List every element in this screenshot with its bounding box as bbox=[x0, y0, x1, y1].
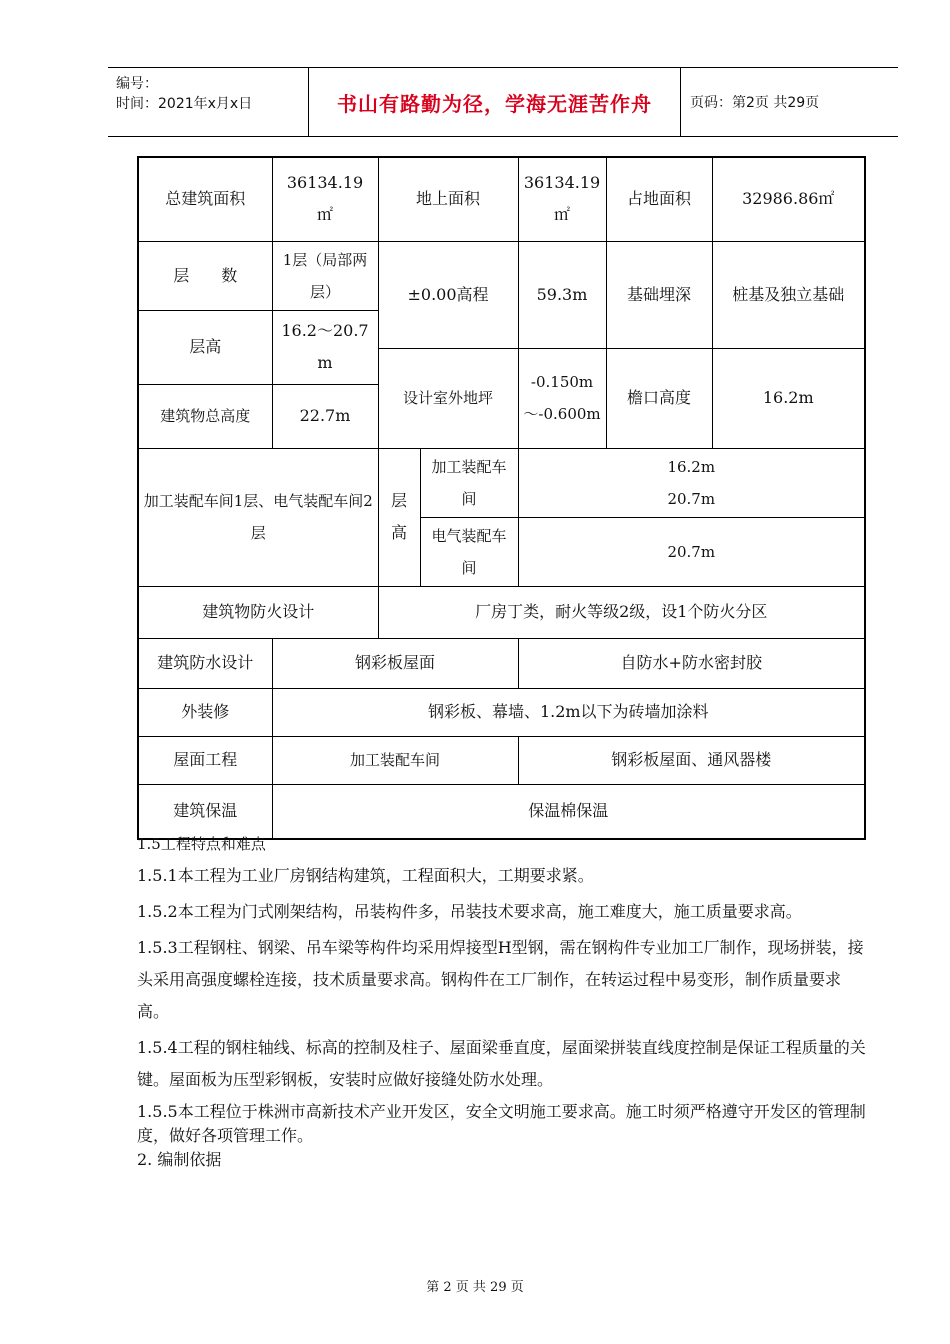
next-heading: 2. 编制依据 bbox=[137, 1150, 222, 1169]
total-area-value: 36134.19 ㎡ bbox=[272, 157, 378, 241]
workshop-a-heights bbox=[518, 448, 865, 517]
document-number: 编号： bbox=[116, 76, 158, 92]
workshop-description: 加工装配车间1层、电气装配车间2层 bbox=[138, 448, 378, 586]
paragraph-1-5-3: 1.5.3工程钢柱、钢梁、吊车梁等构件均采用焊接型H型钢，需在钢构件专业加工厂制作，现场拼装，接头采用高强度螺栓连接，技术质量要求高。钢构件在工厂制作，在转运过程中易变形，制作质量要求高。 bbox=[137, 938, 864, 1021]
waterproof-label: 建筑防水设计 bbox=[138, 638, 272, 688]
roof-area: 加工装配车间 bbox=[272, 736, 518, 784]
header-page-number: 页码：第2页 共29页 bbox=[690, 95, 820, 111]
outdoor-grade-value: -0.150m～-0.600m bbox=[518, 348, 606, 448]
total-height-label: 建筑物总高度 bbox=[138, 384, 272, 448]
workshop-a-height-1: 16.2m bbox=[667, 457, 716, 476]
fire-design-value: 厂房丁类，耐火等级2级，设1个防火分区 bbox=[378, 586, 865, 638]
insulation-label: 建筑保温 bbox=[138, 784, 272, 839]
workshop-a-label: 加工装配车间 bbox=[420, 448, 518, 517]
eave-height-value: 16.2m bbox=[712, 348, 865, 448]
above-ground-area-value: 36134.19 ㎡ bbox=[518, 157, 606, 241]
roof-value: 钢彩板屋面、通风器楼 bbox=[518, 736, 865, 784]
paragraph-1-5-1: 1.5.1本工程为工业厂房钢结构建筑，工程面积大，工期要求紧。 bbox=[137, 866, 594, 885]
facade-label: 外装修 bbox=[138, 688, 272, 736]
waterproof-value: 自防水+防水密封胶 bbox=[518, 638, 865, 688]
elevation-value: 59.3m bbox=[518, 241, 606, 348]
fire-design-label: 建筑物防火设计 bbox=[138, 586, 378, 638]
section-body bbox=[137, 832, 867, 1172]
building-spec-table bbox=[137, 156, 866, 840]
page-header bbox=[108, 67, 898, 137]
roof-label: 屋面工程 bbox=[138, 736, 272, 784]
floor-height-label: 层高 bbox=[138, 310, 272, 384]
elevation-label: ±0.00高程 bbox=[378, 241, 518, 348]
header-motto: 书山有路勤为径，学海无涯苦作舟 bbox=[337, 91, 652, 116]
workshop-a-height-2: 20.7m bbox=[667, 489, 716, 508]
insulation-value: 保温棉保温 bbox=[272, 784, 865, 839]
facade-value: 钢彩板、幕墙、1.2m以下为砖墙加涂料 bbox=[272, 688, 865, 736]
page-footer: 第 2 页 共 29 页 bbox=[426, 1280, 524, 1295]
floors-label: 层 数 bbox=[138, 241, 272, 310]
paragraph-1-5-2: 1.5.2本工程为门式刚架结构，吊装构件多，吊装技术要求高，施工难度大，施工质量要求高。 bbox=[137, 902, 802, 921]
workshop-b-label: 电气装配车间 bbox=[420, 517, 518, 586]
foundation-value: 桩基及独立基础 bbox=[712, 241, 865, 348]
site-area-value: 32986.86㎡ bbox=[712, 157, 865, 241]
total-area-label: 总建筑面积 bbox=[138, 157, 272, 241]
section-title: 1.5工程特点和难点 bbox=[137, 835, 266, 853]
foundation-depth-label: 基础埋深 bbox=[606, 241, 712, 348]
above-ground-area-label: 地上面积 bbox=[378, 157, 518, 241]
site-area-label: 占地面积 bbox=[606, 157, 712, 241]
paragraph-1-5-5: 1.5.5本工程位于株洲市高新技术产业开发区，安全文明施工要求高。施工时须严格遵守开发区的管理制度，做好各项管理工作。 bbox=[137, 1102, 866, 1145]
eave-height-label: 檐口高度 bbox=[606, 348, 712, 448]
header-meta bbox=[116, 74, 306, 114]
level-height-label: 层高 bbox=[378, 448, 420, 586]
total-height-value: 22.7m bbox=[272, 384, 378, 448]
floor-height-value: 16.2～20.7 m bbox=[272, 310, 378, 384]
floors-value: 1层（局部两层） bbox=[272, 241, 378, 310]
paragraph-1-5-4: 1.5.4工程的钢柱轴线、标高的控制及柱子、屋面梁垂直度，屋面梁拼装直线度控制是保证工程质量的关键。屋面板为压型彩钢板，安装时应做好接缝处防水处理。 bbox=[137, 1038, 866, 1089]
document-date: 时间：2021年x月x日 bbox=[116, 96, 253, 112]
outdoor-grade-label: 设计室外地坪 bbox=[378, 348, 518, 448]
workshop-b-height: 20.7m bbox=[518, 517, 865, 586]
waterproof-roof: 钢彩板屋面 bbox=[272, 638, 518, 688]
